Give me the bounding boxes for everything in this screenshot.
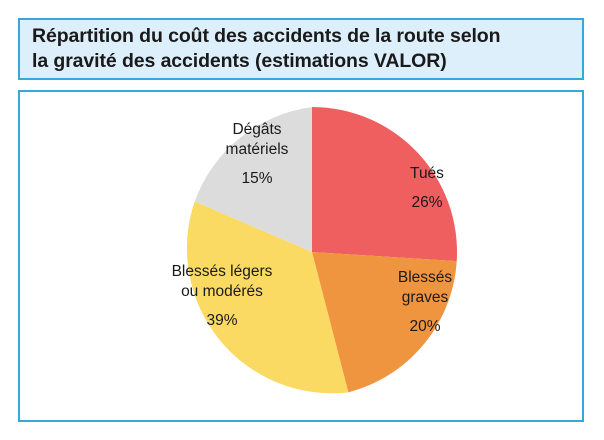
pie-label-blesses-legers-name-1: Blessés légers (171, 263, 273, 280)
pie-label-tues-name: Tués (410, 165, 444, 182)
pie-label-tues-value: 26% (411, 194, 443, 211)
chart-title-line-1: Répartition du coût des accidents de la route selon (32, 25, 501, 47)
pie-label-blesses-legers-name-2: ou modérés (181, 283, 263, 300)
pie-slice-tues (312, 107, 457, 261)
pie-label-degats-materiels-name-2: matériels (225, 141, 289, 158)
chart-title-line-2: la gravité des accidents (estimations VALOR) (32, 50, 447, 72)
pie-label-degats-materiels-value: 15% (241, 170, 273, 187)
chart-frame (18, 90, 584, 422)
pie-label-blesses-graves-name-2: graves (401, 289, 449, 306)
pie-label-degats-materiels-name-1: Dégâts (232, 121, 282, 138)
pie-label-blesses-graves-name-1: Blessés (397, 269, 453, 286)
pie-label-blesses-legers-value: 39% (206, 312, 238, 329)
pie-label-blesses-graves-value: 20% (409, 318, 441, 335)
pie-chart (166, 106, 458, 398)
pie-svg (166, 106, 458, 398)
chart-title-box (18, 18, 584, 80)
